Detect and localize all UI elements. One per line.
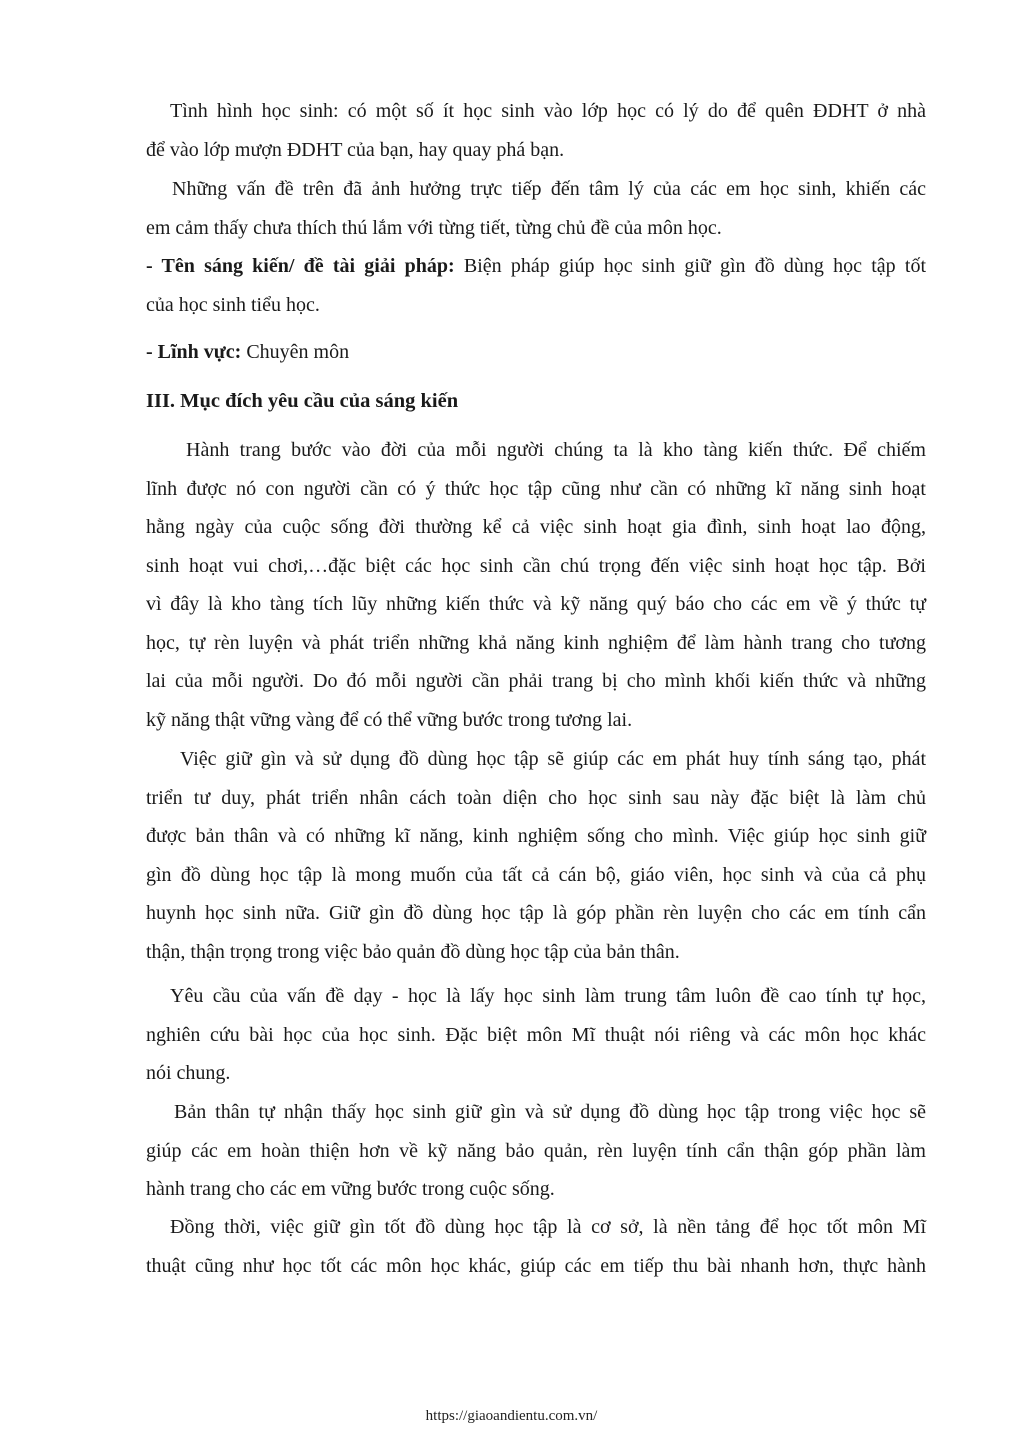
text-line [146,247,926,286]
text-line [146,333,926,372]
text-line: thận, thận trọng trong việc bảo quản đồ dùng học tập của bản thân. [146,940,680,963]
paragraph-impact [146,170,926,247]
text-line: lai của mỗi người. Do đó mỗi người cần phải trang bị cho mình khối kiến thức và những [146,670,926,692]
text-line: triển tư duy, phát triển nhân cách toàn diện cho học sinh sau này đặc biệt là làm chủ [146,786,926,809]
footer-url: https://giaoandientu.com.vn/ [425,1408,598,1424]
text-line: Những vấn đề trên đã ảnh hưởng trực tiếp đến tâm lý của các em học sinh, khiến các [172,178,926,200]
text-line: Hành trang bước vào đời của mỗi người chúng ta là kho tàng kiến thức. Để chiếm [186,439,926,461]
paragraph-initiative-name [146,247,926,324]
text-line: em cảm thấy chưa thích thú lắm với từng tiết, từng chủ đề của môn học. [146,216,722,239]
text-line: hành trang cho các em vững bước trong cuộc sống. [146,1178,555,1200]
text-line: của học sinh tiểu học. [146,293,320,316]
text-line: huynh học sinh nữa. Giữ gìn đồ dùng học tập là góp phần rèn luyện cho các em tính cẩn [146,902,926,924]
text-line: Việc giữ gìn và sử dụng đồ dùng học tập sẽ giúp các em phát huy tính sáng tạo, phát [180,748,926,770]
text-line: Bản thân tự nhận thấy học sinh giữ gìn và sử dụng đồ dùng học tập trong việc học sẽ [174,1101,926,1123]
text-line: nói chung. [146,1062,231,1084]
text-line: hằng ngày của cuộc sống đời thường kể cả việc sinh hoạt gia đình, sinh hoạt lao động, [146,516,926,538]
text-line: Yêu cầu của vấn đề dạy - học là lấy học sinh làm trung tâm luôn đề cao tính tự học, [170,985,926,1007]
initiative-name-label: - Tên sáng kiến/ đề tài giải pháp: [146,255,455,277]
section-heading: III. Mục đích yêu cầu của sáng kiến [146,390,459,412]
paragraph-preserving-supplies [146,740,926,971]
text-line: Tình hình học sinh: có một số ít học sinh vào lớp học có lý do để quên ĐDHT ở nhà [170,100,926,122]
text-line: được bản thân và có những kĩ năng, kinh nghiệm sống cho mình. Việc giúp học sinh giữ [146,825,926,847]
field-label: - Lĩnh vực: [146,341,242,363]
text-line: gìn đồ dùng học tập là mong muốn của tất cả cán bộ, giáo viên, học sinh và của cả phụ [146,863,926,886]
text-line: giúp các em hoàn thiện hơn về kỹ năng bảo quản, rèn luyện tính cẩn thận góp phần làm [146,1139,926,1162]
paragraph-foundation [146,1208,926,1285]
text-line: kỹ năng thật vững vàng để có thể vững bước trong tương lai. [146,708,633,731]
text-line: học, tự rèn luyện và phát triển những khả năng kinh nghiệm để làm hành trang cho tương [146,631,926,654]
text-line: lĩnh được nó con người cần có ý thức học tập cũng như cần có những kĩ năng sinh hoạt [146,477,926,500]
text-line: vì đây là kho tàng tích lũy những kiến thức và kỹ năng quý báo cho các em về ý thức tự [146,593,926,615]
paragraph-requirements [146,977,926,1093]
initiative-name-value: Biện pháp giúp học sinh giữ gìn đồ dùng học tập tốt [454,255,926,277]
paragraph-field [146,333,926,372]
text-line: Đồng thời, việc giữ gìn tốt đồ dùng học tập là cơ sở, là nền tảng để học tốt môn Mĩ [170,1216,926,1238]
text-line: để vào lớp mượn ĐDHT của bạn, hay quay phá bạn. [146,138,565,161]
field-value: Chuyên môn [241,341,350,363]
text-line: nghiên cứu bài học của học sinh. Đặc biệt môn Mĩ thuật nói riêng và các môn học khác [146,1023,926,1046]
text-line: sinh hoạt vui chơi,…đặc biệt các học sinh cần chú trọng đến việc sinh hoạt học tập. Bởi [146,554,926,577]
text-line: thuật cũng như học tốt các môn học khác, giúp các em tiếp thu bài nhanh hơn, thực hành [146,1254,926,1277]
paragraph-student-situation [146,92,926,169]
paragraph-purpose [146,431,926,739]
paragraph-self-observation [146,1093,926,1209]
